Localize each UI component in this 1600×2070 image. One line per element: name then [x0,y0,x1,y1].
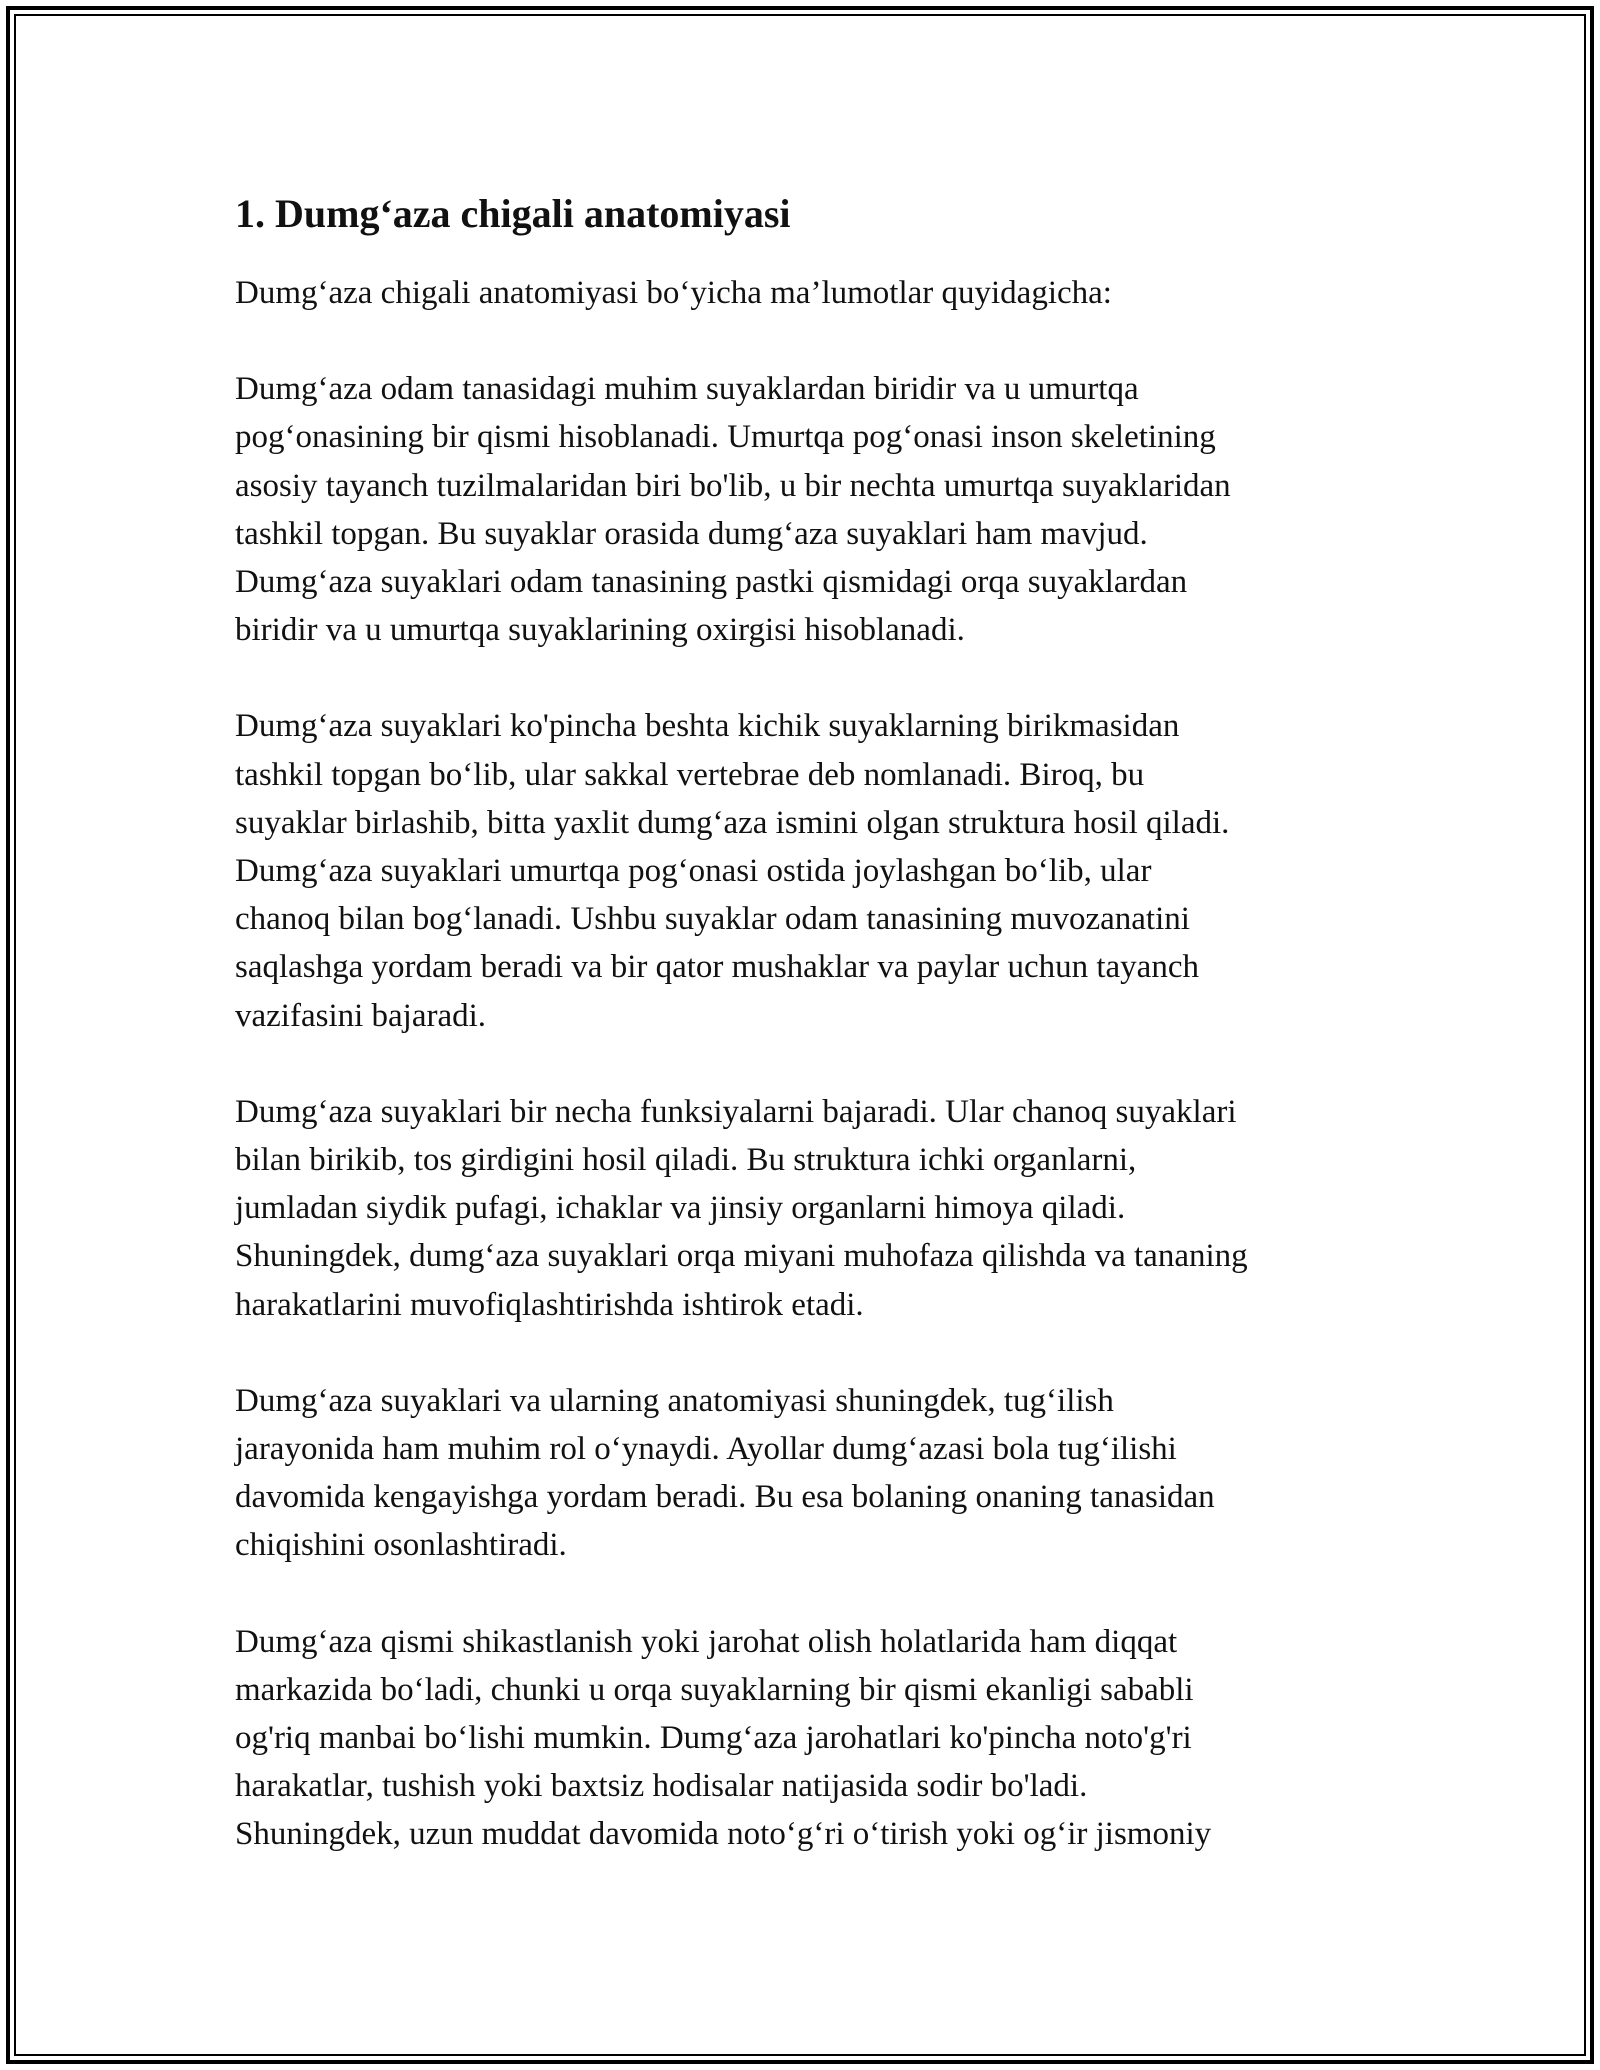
paragraph-5: Dumg‘aza qismi shikastlanish yoki jarohat olish holatlarida ham diqqat markazida bo‘ladi, chunki u orqa suyaklarning bir qismi ekanligi sababli og'riq manbai bo‘lishi mumkin. Dumg‘aza jarohatlari ko'pincha noto'g'ri harakatlar, tushish yoki baxtsiz hodisalar natijasida sodir bo'ladi. Shuningdek, uzun muddat davomida noto‘g‘ri o‘tirish yoki og‘ir jismoniy [235,1623,1212,1853]
paragraph-2: Dumg‘aza suyaklari ko'pincha beshta kichik suyaklarning birikmasidan tashkil topgan bo‘lib, ular sakkal vertebrae deb nomlanadi. Biroq, bu suyaklar birlashib, bitta yaxlit dumg‘aza ismini olgan struktura hosil qiladi. Dumg‘aza suyaklari umurtqa pog‘onasi ostida joylashgan bo‘lib, ular chanoq bilan bog‘lanadi. Ushbu suyaklar odam tanasining muvozanatini saqlashga yordam beradi va bir qator mushaklar va paylar uchun tayanch vazifasini bajaradi. [235,708,1230,1034]
paragraph-1: Dumg‘aza odam tanasidagi muhim suyaklardan biridir va u umurtqa pog‘onasining bir qismi hisoblanadi. Umurtqa pog‘onasi inson skeletining asosiy tayanch tuzilmalaridan biri bo'lib, u bir nechta umurtqa suyaklaridan tashkil topgan. Bu suyaklar orasida dumg‘aza suyaklari ham mavjud. Dumg‘aza suyaklari odam tanasining pastki qismidagi orqa suyaklardan biridir va u umurtqa suyaklarining oxirgisi hisoblanadi. [235,371,1231,649]
intro-paragraph: Dumg‘aza chigali anatomiyasi bo‘yicha ma’lumotlar quyidagicha: [235,275,1112,311]
document-title: 1. Dumg‘aza chigali anatomiyasi [235,191,791,236]
paragraph-3: Dumg‘aza suyaklari bir necha funksiyalarni bajaradi. Ular chanoq suyaklari bilan birikib, tos girdigini hosil qiladi. Bu struktura ichki organlarni, jumladan siydik pufagi, ichaklar va jinsiy organlarni himoya qiladi. Shuningdek, dumg‘aza suyaklari orqa miyani muhofaza qilishda va tananing harakatlarini muvofiqlashtirishda ishtirok etadi. [235,1093,1248,1323]
paragraph-4: Dumg‘aza suyaklari va ularning anatomiyasi shuningdek, tug‘ilish jarayonida ham muhim rol o‘ynaydi. Ayollar dumg‘azasi bola tug‘ilishi davomida kengayishga yordam beradi. Bu esa bolaning onaning tanasidan chiqishini osonlashtiradi. [235,1382,1215,1564]
document-body [235,185,1415,1859]
